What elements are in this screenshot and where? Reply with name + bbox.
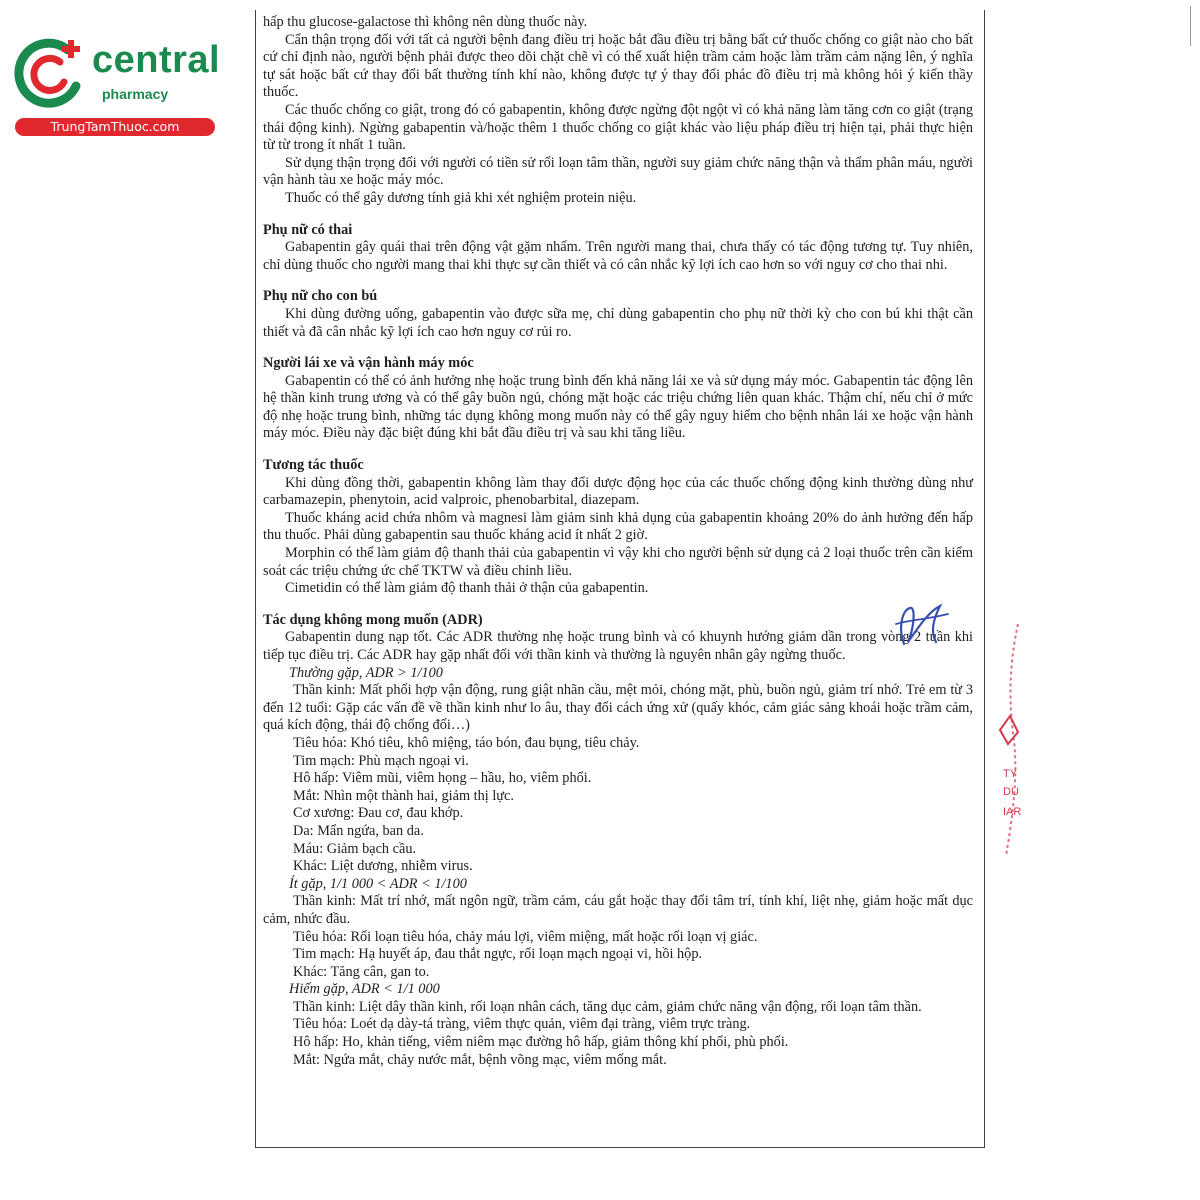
interaction-text-1: Khi dùng đồng thời, gabapentin không làm thay đổi dược động học của các thuốc chống động kinh thường dùng như carbamazepin, phenytoin, acid valproic, phenobarbital, diazepam. bbox=[263, 474, 973, 509]
adr-uncommon-gi: Tiêu hóa: Rối loạn tiêu hóa, chảy máu lợi, viêm miệng, mất hoặc rối loạn vị giác. bbox=[293, 928, 758, 945]
adr-intro: Gabapentin dung nạp tốt. Các ADR thường nhẹ hoặc trung bình và có khuynh hướng giảm dần trong vòng 2 tuần khi tiếp tục điều trị. Các ADR hay gặp nhất đối với thần kinh và thường là nguyên nhân gây ngừng thuốc. bbox=[263, 629, 973, 663]
intro-paragraph-2: Cẩn thận trọng đối với tất cả người bệnh đang điều trị hoặc bắt đầu điều trị bằng bất cứ thuốc chống co giật nào cho bất cứ chỉ định nào, người bệnh phải được theo dõi chặt chẽ vì có thể xuất hiện trầm cảm hoặc làm trầm cảm nặng lên, ý nghĩa tự sát hoặc bất cứ thay đổi bất thường tính khí nào, không được tự ý thay đổi phác đồ điều trị mà không hỏi ý kiến thầy thuốc. bbox=[263, 31, 973, 101]
adr-common-cardio: Tim mạch: Phù mạch ngoại vi. bbox=[293, 752, 469, 769]
lactation-text: Khi dùng đường uống, gabapentin vào được sữa mẹ, chỉ dùng gabapentin cho phụ nữ thời kỳ cho con bú khi thật cần thiết và đã cân nhắc kỹ lợi ích cao hơn nguy cơ rủi ro. bbox=[263, 305, 973, 340]
driving-text: Gabapentin có thể có ảnh hưởng nhẹ hoặc trung bình đến khả năng lái xe và sử dụng máy móc. Gabapentin tác động lên hệ thần kinh trung ương và có thể gây buồn ngủ, chóng mặt hoặc các triệu chứng liên quan khác. Thậm chí, nếu chỉ ở mức độ nhẹ hoặc trung bình, những tác dụng không mong muốn này có thể gây nguy hiểm cho bệnh nhân lái xe hoặc vận hành máy móc. Điều này đặc biệt đúng khi bắt đầu điều trị và sau khi tăng liều. bbox=[263, 372, 973, 442]
adr-rare-resp: Hô hấp: Ho, khản tiếng, viêm niêm mạc đường hô hấp, giảm thông khí phổi, phù phổi. bbox=[293, 1034, 789, 1051]
signature-icon bbox=[890, 598, 952, 654]
adr-rare-gi: Tiêu hóa: Loét dạ dày-tá tràng, viêm thực quản, viêm đại tràng, viêm trực tràng. bbox=[293, 1016, 751, 1033]
adr-common-other: Khác: Liệt dương, nhiễm virus. bbox=[293, 858, 473, 875]
intro-paragraph-5: Thuốc có thể gây dương tính giả khi xét nghiệm protein niệu. bbox=[285, 189, 637, 206]
stamp-text-2: DU bbox=[1003, 786, 1019, 798]
adr-rare-eye: Mắt: Ngứa mắt, chảy nước mắt, bệnh võng mạc, viêm mống mắt. bbox=[293, 1051, 667, 1068]
adr-rare-neuro: Thần kinh: Liệt dây thần kinh, rối loạn nhân cách, tăng dục cảm, giảm chức năng vận động, rối loạn tâm thần. bbox=[293, 998, 922, 1015]
lactation-heading: Phụ nữ cho con bú bbox=[263, 288, 378, 305]
central-pharmacy-logo[interactable] bbox=[10, 34, 221, 144]
adr-common-resp: Hô hấp: Viêm mũi, viêm họng – hầu, ho, viêm phổi. bbox=[293, 770, 592, 787]
adr-common-neuro: Thần kinh: Mất phối hợp vận động, rung giật nhãn cầu, mệt mỏi, chóng mặt, phù, buồn ngủ, giảm trí nhớ. Trẻ em từ 3 đến 12 tuổi: Gặp các vấn đề về thần kinh như lo âu, thay đổi cách ứng xử (quấy khóc, cảm giác sảng khoái hoặc trầm cảm, quá kích động, thái độ chống đối…) bbox=[263, 682, 973, 734]
adr-common-gi: Tiêu hóa: Khó tiêu, khô miệng, táo bón, đau bụng, tiêu chảy. bbox=[293, 734, 640, 751]
stamp-fragment-icon bbox=[996, 620, 1026, 860]
adr-uncommon-cardio: Tim mạch: Hạ huyết áp, đau thắt ngực, rối loạn mạch ngoại vi, hồi hộp. bbox=[293, 946, 703, 963]
page-edge-line bbox=[1190, 6, 1191, 46]
logo-brand: central bbox=[92, 39, 221, 81]
interaction-text-2: Thuốc kháng acid chứa nhôm và magnesi làm giảm sinh khả dụng của gabapentin khoảng 20% do ảnh hưởng đến hấp thu thuốc. Phải dùng gabapentin sau thuốc kháng acid ít nhất 2 giờ. bbox=[263, 509, 973, 544]
document-body bbox=[263, 14, 973, 1069]
pregnancy-heading: Phụ nữ có thai bbox=[263, 221, 353, 238]
pregnancy-text: Gabapentin gây quái thai trên động vật gặm nhấm. Trên người mang thai, chưa thấy có tác động tương tự. Tuy nhiên, chỉ dùng thuốc cho người mang thai khi thực sự cần thiết và có cân nhắc kỹ lợi ích cao hơn so với nguy cơ cho thai nhi. bbox=[263, 239, 973, 273]
intro-paragraph-4: Sử dụng thận trọng đối với người có tiền sử rối loạn tâm thần, người suy giảm chức năng thận và thẩm phân máu, người vận hành tàu xe hoặc máy móc. bbox=[263, 154, 973, 189]
interaction-text-3: Morphin có thể làm giảm độ thanh thải của gabapentin vì vậy khi cho người bệnh sử dụng cả 2 loại thuốc trên cần kiểm soát các triệu chứng ức chế TKTW và điều chỉnh liều. bbox=[263, 545, 973, 579]
adr-uncommon-neuro: Thần kinh: Mất trí nhớ, mất ngôn ngữ, trầm cảm, cáu gắt hoặc thay đổi tâm trí, tính khí, liệt nhẹ, giảm hoặc mất dục cảm, nhức đầu. bbox=[263, 893, 973, 927]
adr-uncommon-heading: Ít gặp, 1/1 000 < ADR < 1/100 bbox=[289, 875, 467, 892]
adr-rare-heading: Hiếm gặp, ADR < 1/1 000 bbox=[289, 981, 440, 998]
adr-common-heading: Thường gặp, ADR > 1/100 bbox=[289, 664, 443, 681]
adr-uncommon-other: Khác: Tăng cân, gan to. bbox=[293, 963, 430, 980]
logo-subtitle: pharmacy bbox=[102, 86, 169, 102]
stamp-text-1: TY bbox=[1003, 768, 1018, 780]
adr-common-musc: Cơ xương: Đau cơ, đau khớp. bbox=[293, 805, 464, 822]
adr-heading: Tác dụng không mong muốn (ADR) bbox=[263, 611, 483, 628]
logo-mark-icon bbox=[10, 34, 90, 114]
stamp-text-3: IAR bbox=[1003, 806, 1022, 818]
interaction-heading: Tương tác thuốc bbox=[263, 457, 364, 474]
interaction-text-4: Cimetidin có thể làm giảm độ thanh thải ở thận của gabapentin. bbox=[285, 580, 649, 597]
adr-common-eye: Mắt: Nhìn một thành hai, giảm thị lực. bbox=[293, 787, 514, 804]
adr-common-skin: Da: Mẩn ngứa, ban da. bbox=[293, 822, 424, 839]
intro-paragraph-3: Các thuốc chống co giật, trong đó có gabapentin, không được ngừng đột ngột vì có khả năng làm tăng cơn co giật (trạng thái động kinh). Ngừng gabapentin và/hoặc thêm 1 thuốc chống co giật khác vào liệu pháp điều trị hiện tại, phải thực hiện từ từ trong ít nhất 1 tuần. bbox=[263, 101, 973, 154]
driving-heading: Người lái xe và vận hành máy móc bbox=[263, 355, 474, 372]
adr-common-blood: Máu: Giảm bạch cầu. bbox=[293, 840, 417, 857]
intro-line: hấp thu glucose-galactose thì không nên dùng thuốc này. bbox=[263, 14, 588, 30]
logo-site-url[interactable]: TrungTamThuoc.com bbox=[15, 118, 215, 136]
